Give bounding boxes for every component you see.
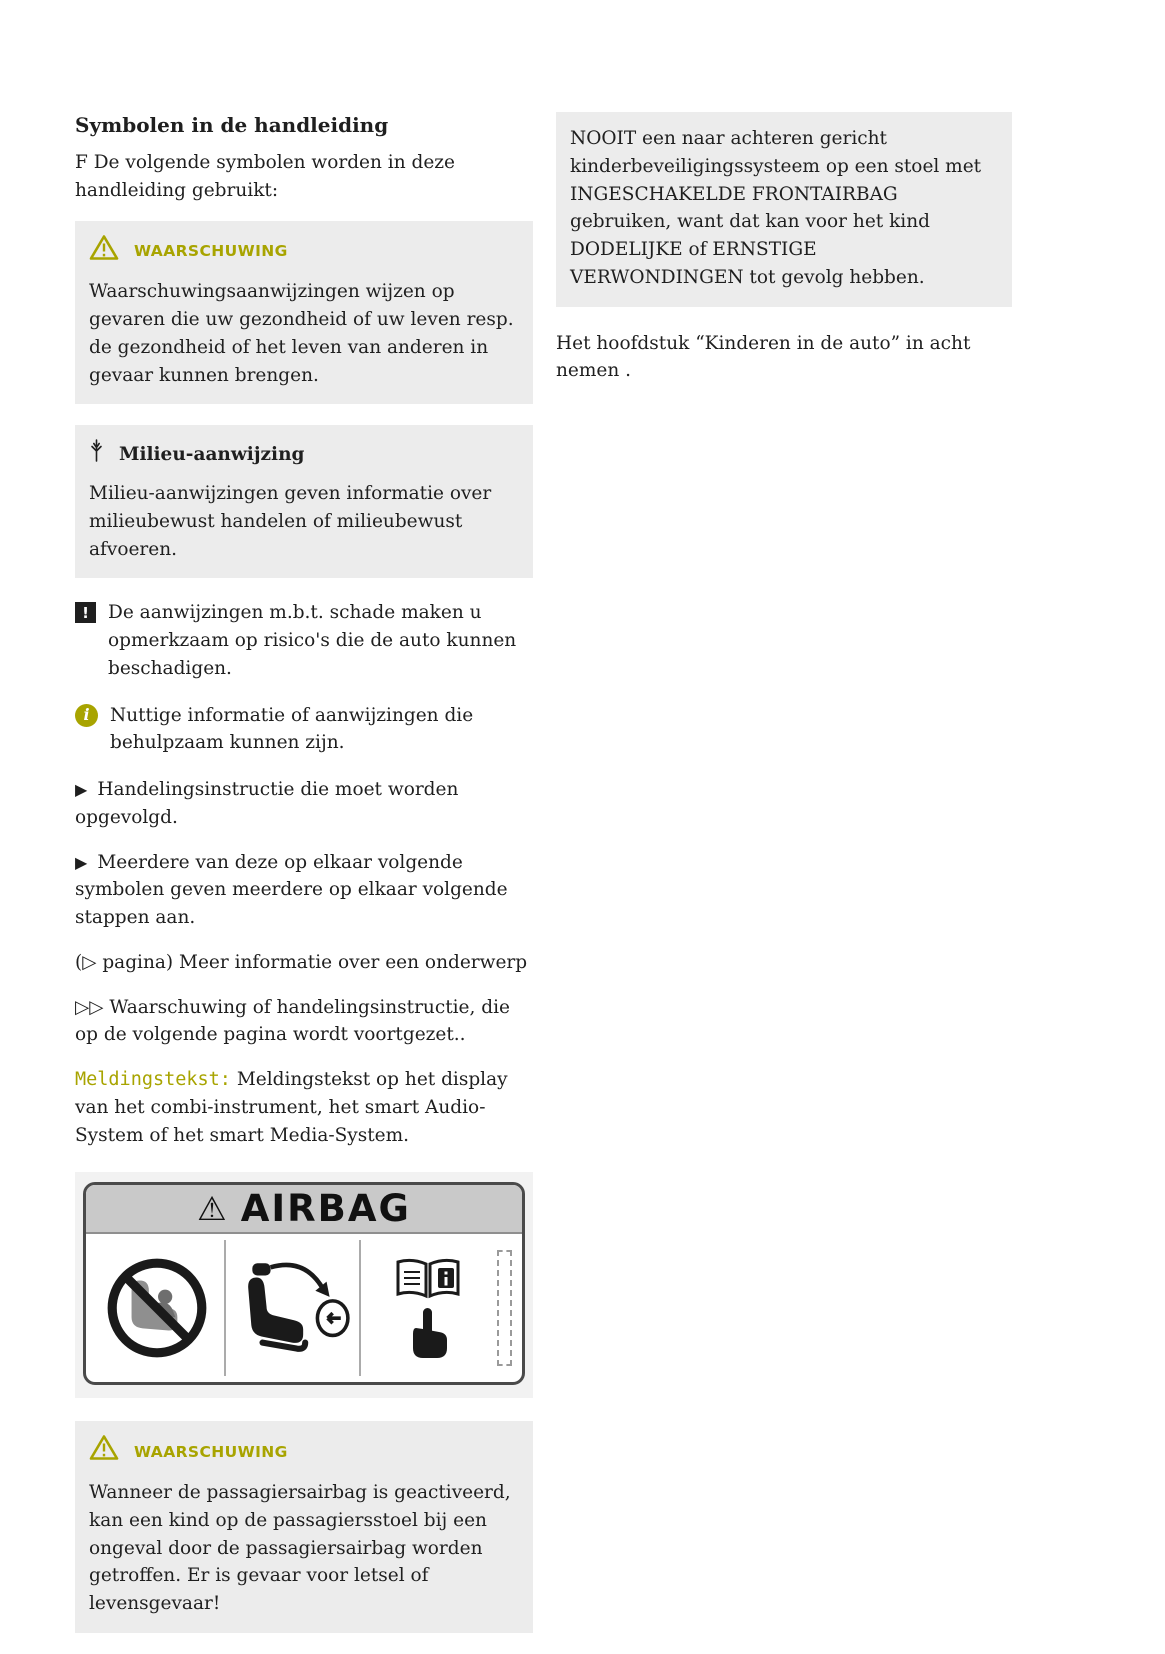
airbag-label-header bbox=[86, 1185, 522, 1234]
instruction-single-text: Handelingsinstructie die moet worden opgevolgd. bbox=[75, 779, 459, 828]
chapter-reference: Het hoofdstuk “Kinderen in de auto” in acht nemen . bbox=[556, 332, 971, 382]
milieu-box bbox=[75, 425, 533, 578]
warning-box-1-header bbox=[89, 234, 517, 270]
warning-box-1-text: Waarschuwingsaanwijzingen wijzen op gevaren die uw gezondheid of uw leven resp. de gezondheid of het leven van anderen in gevaar kunnen brengen. bbox=[89, 281, 514, 386]
label-dashed-strip bbox=[497, 1250, 512, 1366]
airbag-label-figure bbox=[75, 1172, 533, 1398]
milieu-box-text: Milieu-aanwijzingen geven informatie over milieubewust handelen of milieubewust afvoeren. bbox=[89, 483, 492, 560]
instruction-multi-text: Meerdere van deze op elkaar volgende symbolen geven meerdere op elkaar volgende stappen aan. bbox=[75, 851, 508, 928]
page-reference: (▷ pagina) Meer informatie over een onderwerp bbox=[75, 951, 528, 973]
info-note-text: Nuttige informatie of aanwijzingen die behulpzaam kunnen zijn. bbox=[110, 704, 474, 754]
damage-exclamation-icon: ! bbox=[75, 602, 96, 623]
warning-box-1 bbox=[75, 221, 533, 405]
tree-icon bbox=[89, 438, 104, 471]
right-column bbox=[556, 110, 1012, 1654]
display-message-text: Meldingstekst op het display van het combi-instrument, het smart Audio-System of het smart Media-System. bbox=[75, 1069, 508, 1146]
continuation-note: ▷▷ Waarschuwing of handelingsinstructie, die op de volgende pagina wordt voortgezet.. bbox=[75, 996, 510, 1046]
airbag-label-body bbox=[86, 1234, 522, 1382]
warning-label: WAARSCHUWING bbox=[134, 241, 288, 260]
info-icon: i bbox=[75, 704, 98, 727]
milieu-box-header bbox=[89, 438, 517, 471]
instruction-arrow-icon: ▶ bbox=[75, 852, 88, 872]
warning-box-2-header bbox=[89, 1434, 517, 1470]
instruction-single bbox=[75, 776, 533, 832]
airbag-deployment-pictogram bbox=[226, 1240, 362, 1376]
left-column bbox=[75, 110, 533, 1654]
page-title: Symbolen in de handleiding bbox=[75, 113, 389, 137]
warning-label: WAARSCHUWING bbox=[134, 1442, 288, 1461]
damage-note-text: De aanwijzingen m.b.t. schade maken u opmerkzaam op risico's die de auto kunnen beschadigen. bbox=[108, 602, 517, 679]
airbag-label bbox=[83, 1182, 525, 1385]
display-message-label: Meldingstekst: bbox=[75, 1069, 231, 1090]
no-rear-facing-child-seat-pictogram bbox=[90, 1240, 226, 1376]
warning-continuation-box bbox=[556, 112, 1012, 307]
warning-box-2 bbox=[75, 1421, 533, 1633]
airbag-warning-icon: ⚠ bbox=[197, 1189, 227, 1229]
airbag-title: AIRBAG bbox=[240, 1187, 411, 1230]
instruction-arrow-icon: ▶ bbox=[75, 780, 88, 799]
warning-box-2-text: Wanneer de passagiersairbag is geactiveerd, kan een kind op de passagiersstoel bij een ongeval door de passagiersairbag worden getroffen. Er is gevaar voor letsel of levensgevaar! bbox=[89, 1482, 511, 1614]
intro-paragraph: F De volgende symbolen worden in deze handleiding gebruikt: bbox=[75, 152, 455, 201]
warning-continuation-text: NOOIT een naar achteren gericht kinderbeveiligingssysteem op een stoel met INGESCHAKELDE FRONTAIRBAG gebruiken, want dat kan voor het kind DODELIJKE of ERNSTIGE VERWONDINGEN tot gevolg hebben. bbox=[570, 128, 982, 288]
info-note bbox=[75, 702, 533, 758]
instruction-multi bbox=[75, 849, 533, 932]
milieu-label: Milieu-aanwijzing bbox=[119, 443, 305, 465]
display-message bbox=[75, 1066, 533, 1149]
damage-note bbox=[75, 599, 533, 682]
warning-triangle-icon bbox=[89, 1434, 119, 1470]
read-manual-pictogram bbox=[361, 1240, 495, 1376]
warning-triangle-icon bbox=[89, 234, 119, 270]
